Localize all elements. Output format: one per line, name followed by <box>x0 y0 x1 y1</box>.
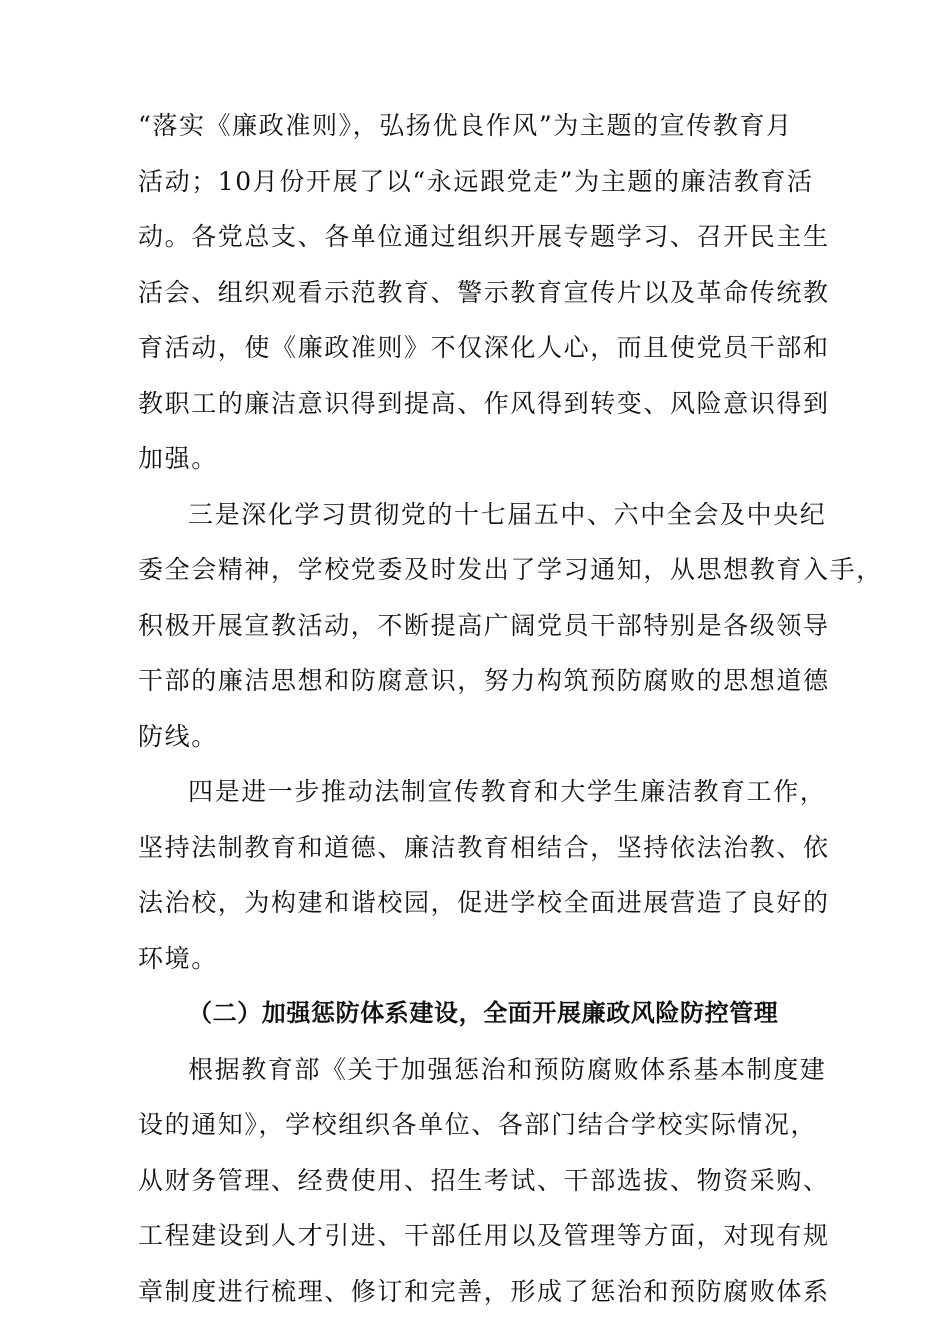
text-line: 环境。 <box>138 943 218 973</box>
text-line: 根据教育部《关于加强惩治和预防腐败体系基本制度建 <box>188 1054 827 1084</box>
document-body <box>138 98 883 1319</box>
text-line: 坚持法制教育和道德、廉洁教育相结合，坚持依法治教、依 <box>138 832 830 862</box>
text-line: 活会、组织观看示范教育、警示教育宣传片以及革命传统教 <box>138 277 830 307</box>
text-line: 委全会精神，学校党委及时发出了学习通知，从思想教育入手， <box>138 555 883 584</box>
text-line: 加强。 <box>138 444 218 473</box>
text-line: 从财务管理、经费使用、招生考试、干部选拔、物资采购、 <box>138 1165 830 1195</box>
paragraph-4 <box>138 1042 830 1320</box>
text-line: 章制度进行梳理、修订和完善，形成了惩治和预防腐败体系 <box>138 1276 830 1306</box>
text-line: 干部的廉洁思想和防腐意识，努力构筑预防腐败的思想道德 <box>138 666 830 695</box>
text-line: 四是进一步推动法制宣传教育和大学生廉洁教育工作， <box>188 777 827 806</box>
text-line: 育活动，使《廉政准则》不仅深化人心，而且使党员干部和 <box>138 333 830 362</box>
text-line: 工程建设到人才引进、干部任用以及管理等方面，对现有规 <box>138 1221 830 1250</box>
text-line: 活动；10月份开展了以“永远跟党走”为主题的廉洁教育活 <box>138 166 814 196</box>
section-heading <box>138 986 818 1042</box>
text-line: 三是深化学习贯彻党的十七届五中、六中全会及中央纪 <box>188 499 827 529</box>
section-heading-text: （二）加强惩防体系建设，全面开展廉政风险防控管理 <box>188 999 779 1027</box>
text-line: 设的通知》，学校组织各单位、各部门结合学校实际情况， <box>138 1110 818 1139</box>
text-line: 教职工的廉洁意识得到提高、作风得到转变、风险意识得到 <box>138 388 830 418</box>
paragraph-2 <box>138 487 883 765</box>
paragraph-1 <box>138 98 830 487</box>
paragraph-3 <box>138 764 830 986</box>
text-line: 防线。 <box>138 721 218 751</box>
text-line: 积极开展宣教活动，不断提高广阔党员干部特别是各级领导 <box>138 610 830 640</box>
text-line: 动。各党总支、各单位通过组织开展专题学习、召开民主生 <box>138 222 830 251</box>
text-line: 法治校，为构建和谐校园，促进学校全面进展营造了良好的 <box>138 888 830 917</box>
text-line: “落实《廉政准则》，弘扬优良作风”为主题的宣传教育月 <box>138 111 793 140</box>
